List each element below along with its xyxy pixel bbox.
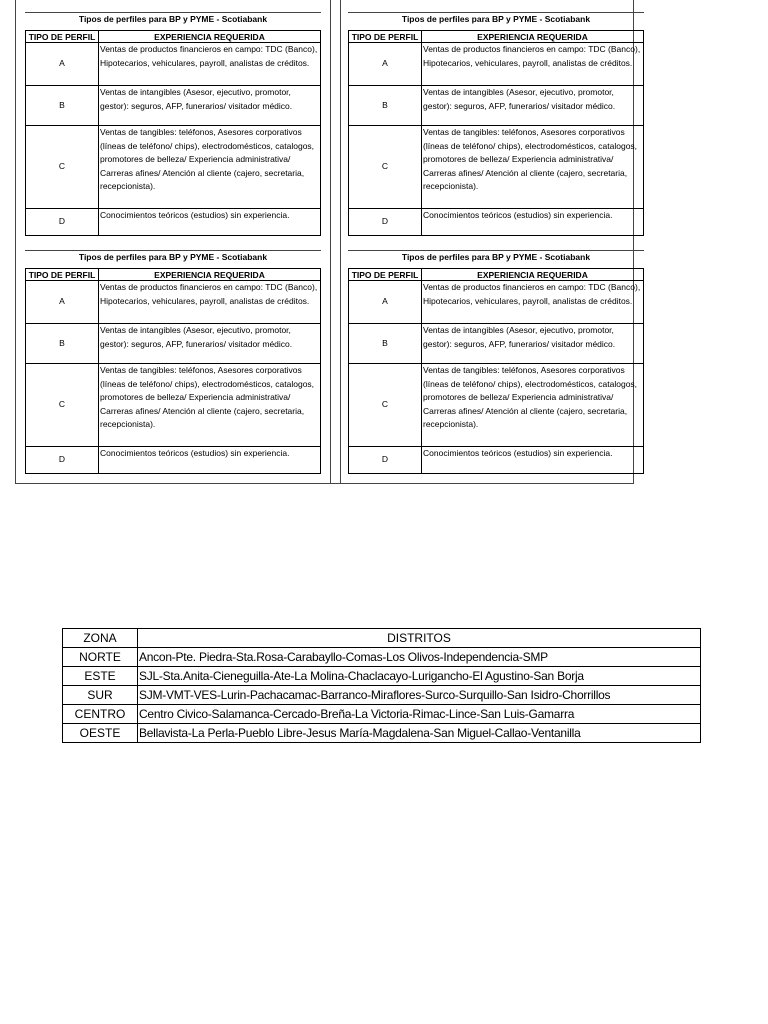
profile-table xyxy=(348,30,644,236)
table-row xyxy=(349,447,644,474)
tipo-cell: A xyxy=(349,43,422,86)
experiencia-cell: Conocimientos teóricos (estudios) sin experiencia. xyxy=(99,447,321,474)
tipo-cell: D xyxy=(349,447,422,474)
table-row xyxy=(349,209,644,236)
table-row xyxy=(26,86,321,126)
table-row xyxy=(63,667,701,686)
experiencia-cell: Conocimientos teóricos (estudios) sin experiencia. xyxy=(422,209,644,236)
tipo-cell: D xyxy=(26,209,99,236)
table-row xyxy=(26,43,321,86)
table-header-row xyxy=(63,629,701,648)
profile-card xyxy=(348,12,644,236)
distritos-cell: SJL-Sta.Anita-Cieneguilla-Ate-La Molina-Chaclacayo-Lurigancho-El Agustino-San Borja xyxy=(138,667,701,686)
zona-cell: SUR xyxy=(63,686,138,705)
tipo-cell: B xyxy=(26,324,99,364)
table-header-row xyxy=(349,31,644,43)
experiencia-cell: Ventas de tangibles: teléfonos, Asesores corporativos (líneas de teléfono/ chips), electrodomésticos, catalogos, promotores de belleza/ Experiencia administrativa/ Carreras afines/ Atención al cliente (cajero, secretaria, recepcionista). xyxy=(99,126,321,209)
zona-cell: NORTE xyxy=(63,648,138,667)
table-row xyxy=(349,126,644,209)
experiencia-cell: Ventas de tangibles: teléfonos, Asesores corporativos (líneas de teléfono/ chips), electrodomésticos, catalogos, promotores de belleza/ Experiencia administrativa/ Carreras afines/ Atención al cliente (cajero, secretaria, recepcionista). xyxy=(422,364,644,447)
tipo-cell: C xyxy=(349,126,422,209)
header-experiencia: EXPERIENCIA REQUERIDA xyxy=(422,31,644,43)
distritos-cell: Centro Civico-Salamanca-Cercado-Breña-La Victoria-Rimac-Lince-San Luis-Gamarra xyxy=(138,705,701,724)
header-tipo: TIPO DE PERFIL xyxy=(26,269,99,281)
header-experiencia: EXPERIENCIA REQUERIDA xyxy=(99,31,321,43)
tipo-cell: C xyxy=(26,364,99,447)
table-row xyxy=(26,126,321,209)
tipo-cell: D xyxy=(26,447,99,474)
profile-card xyxy=(25,250,321,474)
table-row xyxy=(349,281,644,324)
zonas-table xyxy=(62,628,701,743)
distritos-cell: SJM-VMT-VES-Lurin-Pachacamac-Barranco-Miraflores-Surco-Surquillo-San Isidro-Chorrillos xyxy=(138,686,701,705)
table-row xyxy=(26,364,321,447)
header-tipo: TIPO DE PERFIL xyxy=(26,31,99,43)
tipo-cell: A xyxy=(349,281,422,324)
card-title: Tipos de perfiles para BP y PYME - Scotiabank xyxy=(348,12,644,26)
experiencia-cell: Ventas de productos financieros en campo: TDC (Banco), Hipotecarios, vehiculares, payroll, analistas de créditos. xyxy=(99,43,321,86)
experiencia-cell: Ventas de tangibles: teléfonos, Asesores corporativos (líneas de teléfono/ chips), electrodomésticos, catalogos, promotores de belleza/ Experiencia administrativa/ Carreras afines/ Atención al cliente (cajero, secretaria, recepcionista). xyxy=(99,364,321,447)
profile-card xyxy=(348,250,644,474)
profile-table xyxy=(348,268,644,474)
table-row xyxy=(26,447,321,474)
profile-table xyxy=(25,268,321,474)
table-row xyxy=(26,281,321,324)
header-experiencia: EXPERIENCIA REQUERIDA xyxy=(422,269,644,281)
table-row xyxy=(26,209,321,236)
sheet-divider xyxy=(340,0,341,484)
tipo-cell: D xyxy=(349,209,422,236)
table-header-row xyxy=(26,269,321,281)
experiencia-cell: Ventas de productos financieros en campo: TDC (Banco), Hipotecarios, vehiculares, payroll, analistas de créditos. xyxy=(422,281,644,324)
table-row xyxy=(26,324,321,364)
table-header-row xyxy=(26,31,321,43)
experiencia-cell: Ventas de intangibles (Asesor, ejecutivo, promotor, gestor): seguros, AFP, funerarios/ visitador médico. xyxy=(422,324,644,364)
tipo-cell: C xyxy=(26,126,99,209)
zona-cell: ESTE xyxy=(63,667,138,686)
table-row xyxy=(349,86,644,126)
tipo-cell: B xyxy=(26,86,99,126)
table-row xyxy=(63,648,701,667)
distritos-cell: Bellavista-La Perla-Pueblo Libre-Jesus María-Magdalena-San Miguel-Callao-Ventanilla xyxy=(138,724,701,743)
experiencia-cell: Ventas de tangibles: teléfonos, Asesores corporativos (líneas de teléfono/ chips), electrodomésticos, catalogos, promotores de belleza/ Experiencia administrativa/ Carreras afines/ Atención al cliente (cajero, secretaria, recepcionista). xyxy=(422,126,644,209)
header-tipo: TIPO DE PERFIL xyxy=(349,269,422,281)
card-title: Tipos de perfiles para BP y PYME - Scotiabank xyxy=(348,250,644,264)
experiencia-cell: Conocimientos teóricos (estudios) sin experiencia. xyxy=(99,209,321,236)
zona-cell: CENTRO xyxy=(63,705,138,724)
tipo-cell: B xyxy=(349,86,422,126)
sheet-divider xyxy=(330,0,331,484)
experiencia-cell: Ventas de intangibles (Asesor, ejecutivo, promotor, gestor): seguros, AFP, funerarios/ visitador médico. xyxy=(99,324,321,364)
distritos-cell: Ancon-Pte. Piedra-Sta.Rosa-Carabayllo-Comas-Los Olivos-Independencia-SMP xyxy=(138,648,701,667)
card-title: Tipos de perfiles para BP y PYME - Scotiabank xyxy=(25,12,321,26)
experiencia-cell: Ventas de intangibles (Asesor, ejecutivo, promotor, gestor): seguros, AFP, funerarios/ visitador médico. xyxy=(422,86,644,126)
table-row xyxy=(63,686,701,705)
header-zona: ZONA xyxy=(63,629,138,648)
tipo-cell: A xyxy=(26,281,99,324)
table-header-row xyxy=(349,269,644,281)
profile-card xyxy=(25,12,321,236)
table-row xyxy=(63,724,701,743)
experiencia-cell: Conocimientos teóricos (estudios) sin experiencia. xyxy=(422,447,644,474)
table-row xyxy=(63,705,701,724)
header-experiencia: EXPERIENCIA REQUERIDA xyxy=(99,269,321,281)
experiencia-cell: Ventas de intangibles (Asesor, ejecutivo, promotor, gestor): seguros, AFP, funerarios/ visitador médico. xyxy=(99,86,321,126)
tipo-cell: C xyxy=(349,364,422,447)
tipo-cell: A xyxy=(26,43,99,86)
tipo-cell: B xyxy=(349,324,422,364)
header-tipo: TIPO DE PERFIL xyxy=(349,31,422,43)
table-row xyxy=(349,43,644,86)
profile-table xyxy=(25,30,321,236)
header-distritos: DISTRITOS xyxy=(138,629,701,648)
experiencia-cell: Ventas de productos financieros en campo: TDC (Banco), Hipotecarios, vehiculares, payroll, analistas de créditos. xyxy=(422,43,644,86)
experiencia-cell: Ventas de productos financieros en campo: TDC (Banco), Hipotecarios, vehiculares, payroll, analistas de créditos. xyxy=(99,281,321,324)
card-title: Tipos de perfiles para BP y PYME - Scotiabank xyxy=(25,250,321,264)
table-row xyxy=(349,324,644,364)
table-row xyxy=(349,364,644,447)
zona-cell: OESTE xyxy=(63,724,138,743)
